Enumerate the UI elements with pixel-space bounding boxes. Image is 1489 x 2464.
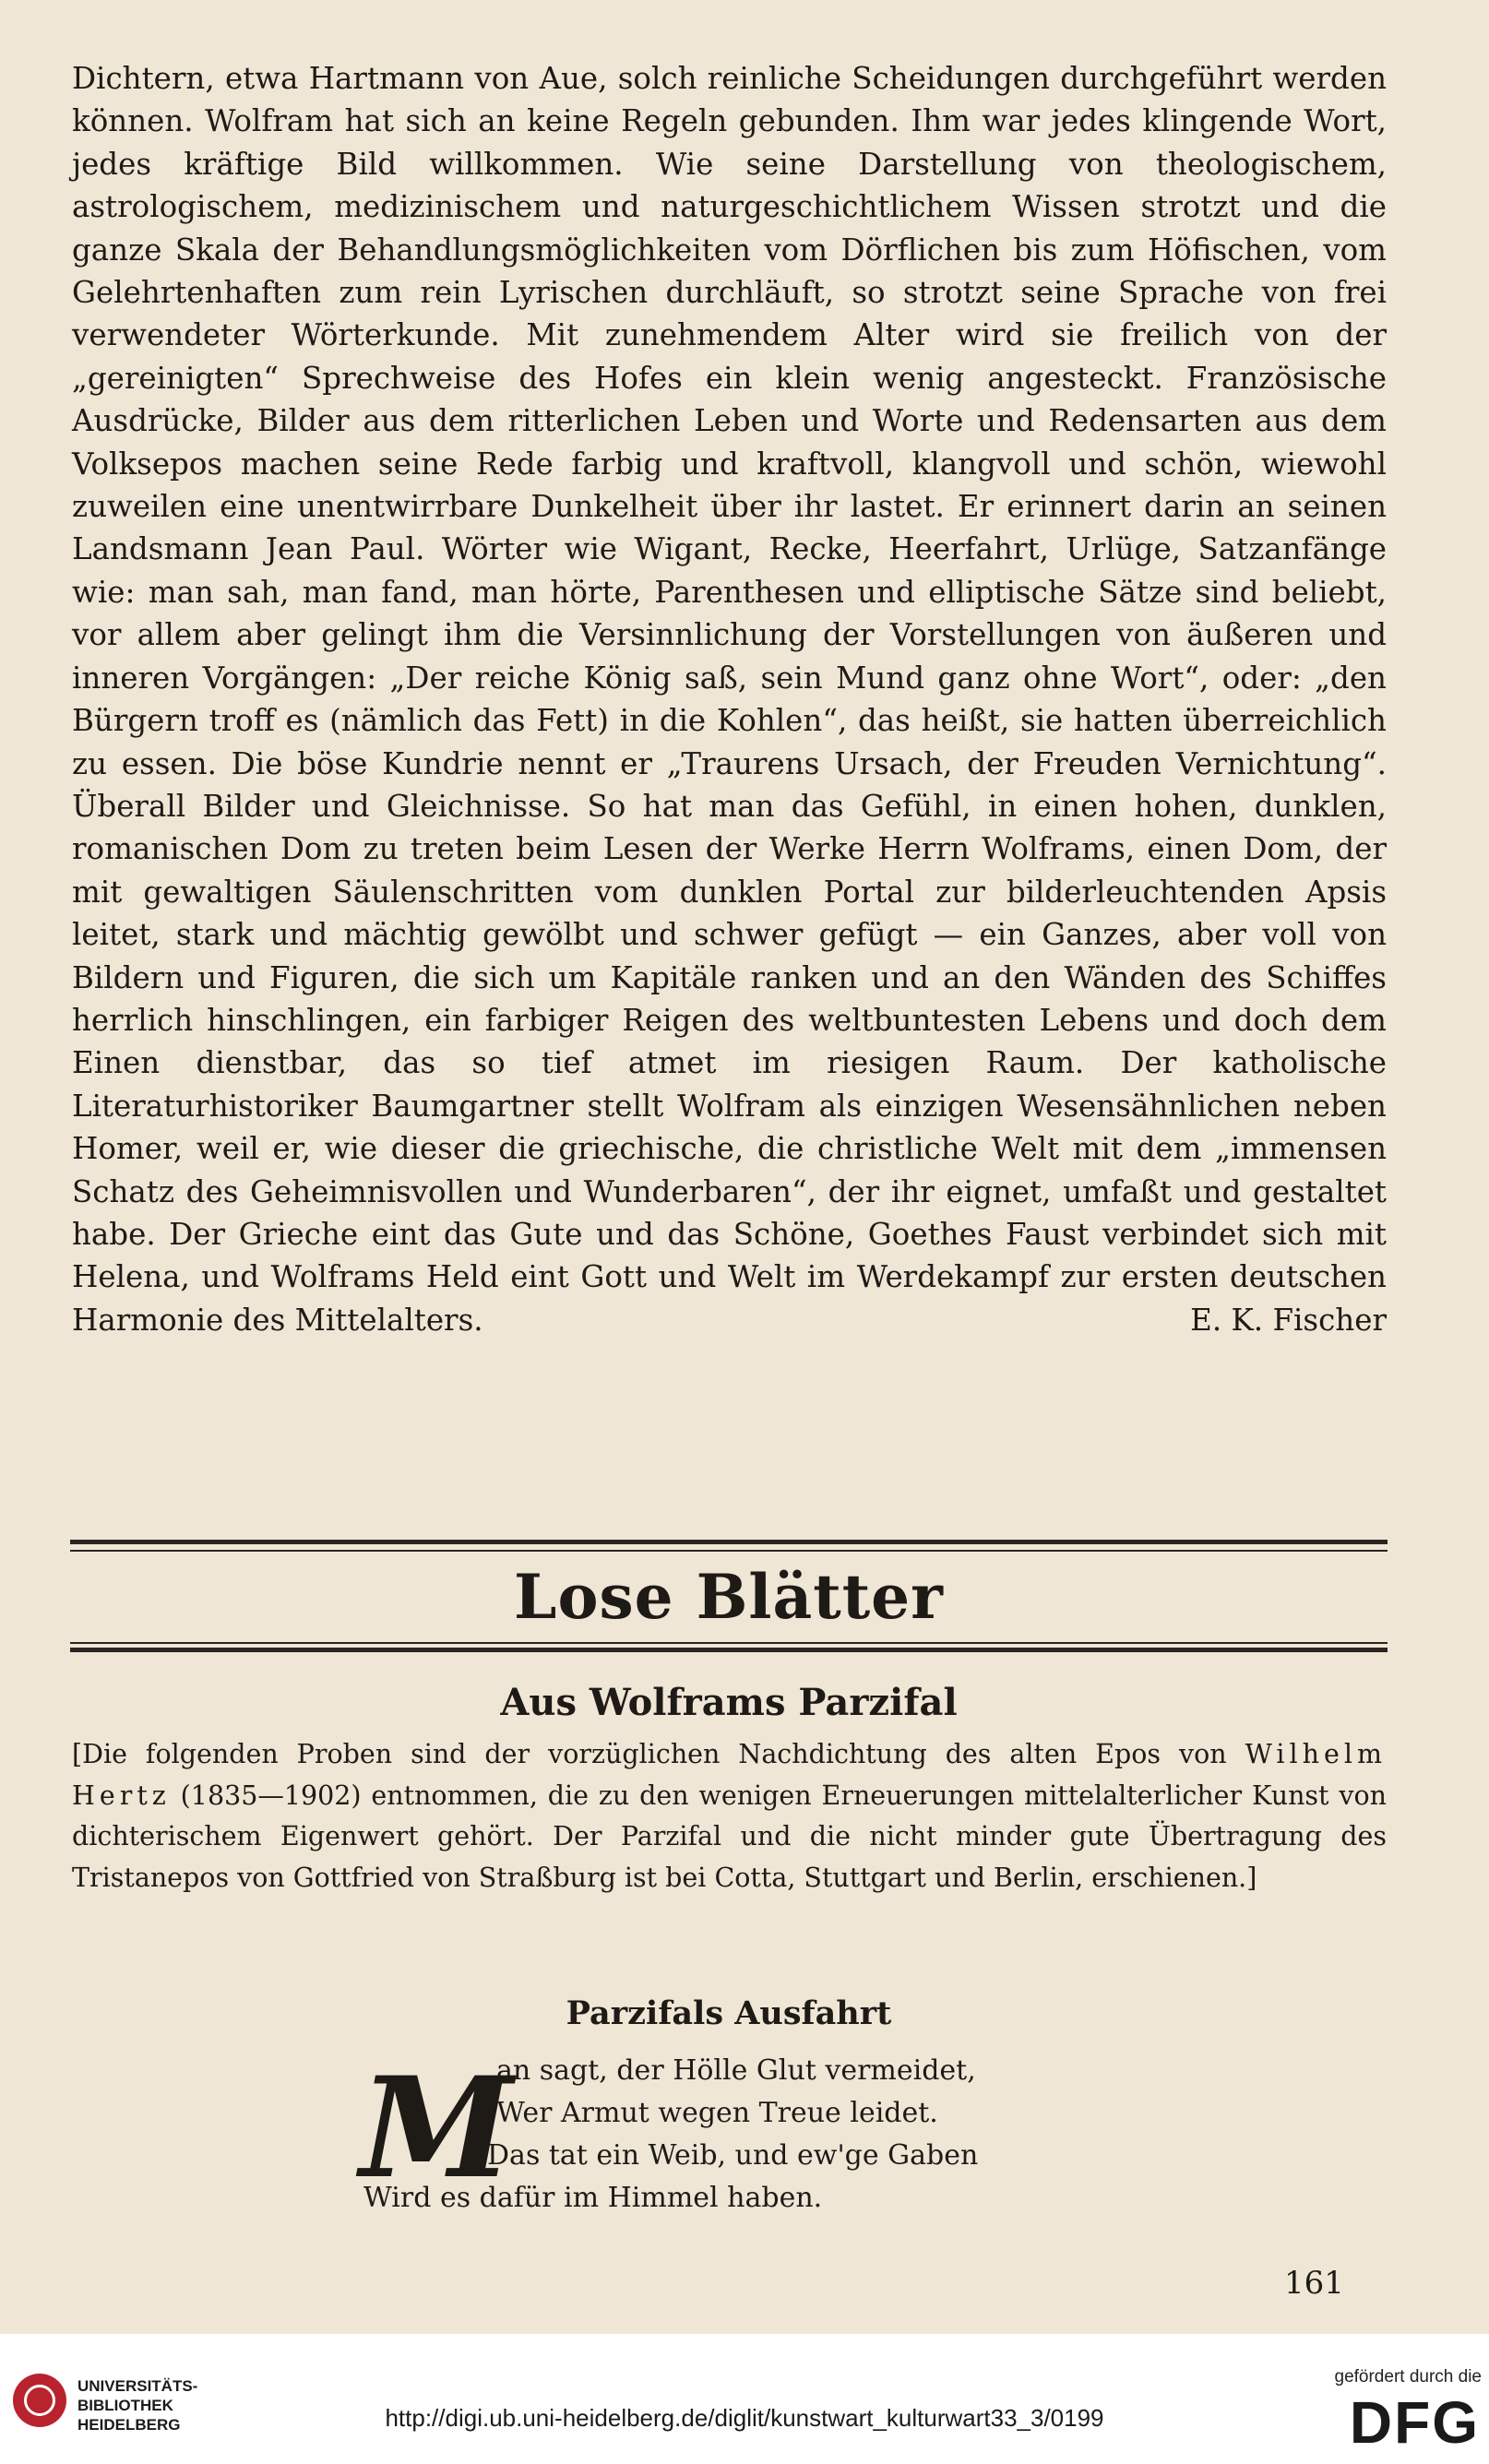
article-body	[72, 57, 1387, 1341]
section-heading: Lose Blätter	[514, 1561, 944, 1633]
editorial-note	[72, 1734, 1387, 1899]
author-signature: E. K. Fischer	[1173, 1299, 1387, 1341]
funding-note: gefördert durch die	[1334, 2367, 1482, 2387]
section-rule-bottom-thin	[70, 1642, 1388, 1644]
editorial-note-start: [Die folgenden Proben sind der vorzüglichen Nachdichtung des alten Epos von	[72, 1739, 1245, 1769]
library-name: UNIVERSITÄTS- BIBLIOTHEK HEIDELBERG	[77, 2377, 198, 2434]
poem-stanza	[363, 2050, 1188, 2220]
poem-title: Parzifals Ausfahrt	[566, 1994, 892, 2032]
section-rule-bottom	[70, 1648, 1388, 1652]
section-rule-top	[70, 1540, 1388, 1544]
permalink-url[interactable]: http://digi.ub.uni-heidelberg.de/diglit/kunstwart_kulturwart33_3/0199	[385, 2404, 1104, 2432]
poem-line: Das tat ein Weib, und ew'ge Gaben	[487, 2139, 979, 2172]
editorial-note-end: (1835—1902) entnommen, die zu den wenigen Erneuerungen mittelalterlicher Kunst von dichterischem Eigenwert gehört. Der Parzifal und die nicht minder gute Übertragung des Tristanepos von Gottfried von Straßburg ist bei Cotta, Stuttgart und Berlin, erschienen.]	[72, 1780, 1387, 1893]
article-paragraph: Dichtern, etwa Hartmann von Aue, solch reinliche Scheidungen durchgeführt werden können. Wolfram hat sich an keine Regeln gebunden. Ihm war jedes klingende Wort, jedes kräftige Bild willkommen. Wie seine Darstellung von theologischem, astrologischem, medizinischem und naturgeschichtlichem Wissen strotzt und die ganze Skala der Behandlungsmöglichkeiten vom Dörflichen bis zum Höfischen, vom Gelehrtenhaften zum rein Lyrischen durchläuft, so strotzt seine Sprache von frei verwendeter Wörterkunde. Mit zunehmendem Alter wird sie freilich von der „gereinigten“ Sprechweise des Hofes ein klein wenig angesteckt. Französische Ausdrücke, Bilder aus dem ritterlichen Leben und Worte und Redensarten aus dem Volksepos machen seine Rede farbig und kraftvoll, klangvoll und schön, wiewohl zuweilen eine unentwirrbare Dunkelheit über ihr lastet. Er erinnert darin an seinen Landsmann Jean Paul. Wörter wie Wigant, Recke, Heerfahrt, Urlüge, Satzanfänge wie: man sah, man fand, man hörte, Parenthesen und elliptische Sätze sind beliebt, vor allem aber gelingt ihm die Versinnlichung der Vorstellungen von äußeren und inneren Vorgängen: „Der reiche König saß, sein Mund ganz ohne Wort“, oder: „den Bürgern troff es (nämlich das Fett) in die Kohlen“, das heißt, sie hatten überreichlich zu essen. Die böse Kundrie nennt er „Traurens Ursach, der Freuden Vernichtung“. Überall Bilder und Gleichnisse. So hat man das Gefühl, in einen hohen, dunklen, romanischen Dom zu treten beim Lesen der Werke Herrn Wolframs, einen Dom, der mit gewaltigen Säulenschritten vom dunklen Portal zur bilderleuchtenden Apsis leitet, stark und mächtig gewölbt und schwer gefügt — ein Ganzes, aber voll von Bildern und Figuren, die sich um Kapitäle ranken und an den Wänden des Schiffes herrlich hinschlingen, ein farbiger Reigen des weltbuntesten Lebens und doch dem Einen dienstbar, das so tief atmet im riesigen Raum. Der katholische Literaturhistoriker Baumgartner stellt Wolfram als einzigen Wesensähnlichen neben Homer, weil er, wie dieser die griechische, die christliche Welt mit dem „immensen Schatz des Geheimnisvollen und Wunderbaren“, der ihr eignet, umfaßt und gestaltet habe. Der Grieche eint das Gute und das Schöne, Goethes Faust verbindet sich mit Helena, und Wolframs Held eint Gott und Welt im Werdekampf zur ersten deutschen Harmonie des Mittelalters.	[72, 61, 1387, 1338]
poem-line: Wer Armut wegen Treue leidet.	[496, 2097, 938, 2129]
article-continuation	[72, 57, 1387, 1341]
dfg-logo: DFG	[1349, 2389, 1480, 2456]
poem-line: an sagt, der Hölle Glut vermeidet,	[496, 2054, 976, 2087]
poem-line: Wird es dafür im Himmel haben.	[363, 2182, 823, 2214]
drop-cap-letter: M	[360, 2047, 514, 2209]
translator-name: Wilhelm Hertz	[72, 1739, 1387, 1811]
page-number: 161	[1284, 2265, 1344, 2302]
section-rule-top-thin	[70, 1550, 1388, 1552]
article-title: Aus Wolframs Parzifal	[500, 1681, 958, 1724]
